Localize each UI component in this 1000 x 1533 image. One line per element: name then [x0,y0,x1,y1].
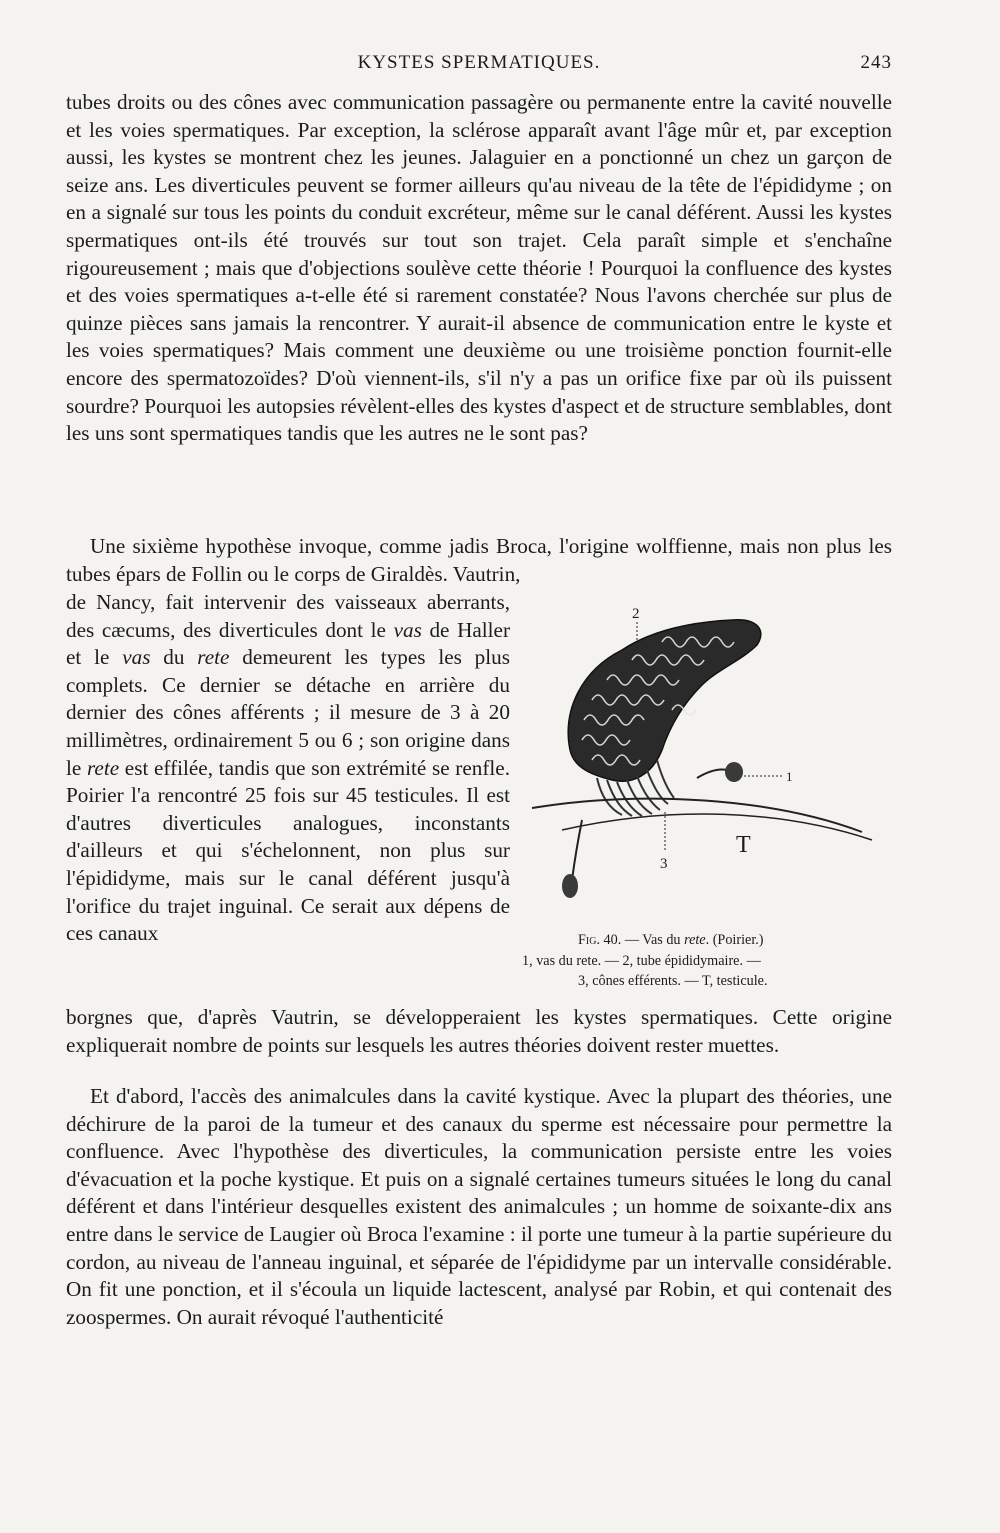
caption-italic: rete [684,932,706,948]
figure-caption [522,930,892,992]
running-head [66,52,892,82]
anatomical-figure [522,600,900,930]
caption-line-3: 3, cônes efférents. — T, testicule. [578,973,768,989]
running-title: KYSTES SPERMATIQUES. [357,52,601,73]
caption-text: — Vas du [621,932,685,948]
label-two: 2 [632,606,640,622]
text-run: du [150,645,198,670]
italic-term: rete [197,645,230,670]
italic-term: vas [122,645,151,670]
paragraph-2-bottom: borgnes que, d'après Vautrin, se développeraient les kystes spermatiques. Cette origine expliquerait nombre de points sur lesquels les autres théories doivent rester muettes. [66,1005,892,1057]
paragraph-2-top: Une sixième hypothèse invoque, comme jadis Broca, l'origine wolffienne, mais non plus les tubes épars de Follin ou le corps de Giraldès. Vautrin, [66,534,892,586]
label-three: 3 [660,856,668,872]
text-run: de Haller et le [66,617,511,670]
paragraph-3: Et d'abord, l'accès des animalcules dans la cavité kystique. Avec la plupart des théories, une déchirure de la paroi de la tumeur et des canaux du sperme est nécessaire pour permettre la confluence. Avec l'hypothèse des diverticules, la communication persiste entre les voies d'évacuation et la poche kystique. Et puis on a signalé certaines tumeurs situées le long du canal déférent et dans l'intérieur desquelles existent des animalcules ; un homme de soixante-dix ans entre dans le service de Laugier où Broca l'examine : il porte une tumeur à la partie supérieure du cordon, au niveau de l'anneau inguinal, et séparée de l'épididyme par un intervalle considérable. On fit une ponction, et il s'écoula un liquide lactescent, analysé par Robin, et qui contenait des zoospermes. On aurait révoqué l'authenticité [66,1084,892,1329]
label-one: 1 [786,769,793,784]
text-run: demeurent les types les plus complets. Ce dernier se détache en arrière du dernier des cônes afférents ; il mesure de 3 à 20 millimètres, ordinairement 5 ou 6 ; son origine dans le [66,645,510,780]
caption-line-2: 1, vas du rete. — 2, tube épididymaire. — [522,952,761,969]
paragraph-1: tubes droits ou des cônes avec communication passagère ou permanente entre la cavité nouvelle et les voies spermatiques. Par exception, la sclérose apparaît avant l'âge mûr et, par exception aussi, les kystes se montrent chez les jeunes. Jalaguier en a ponctionné un chez un garçon de seize ans. Les diverticules peuvent se former ailleurs qu'au niveau de la tête de l'épididyme ; on en a signalé sur tous les points du conduit excréteur, même sur le canal déférent. Aussi les kystes spermatiques ont-ils été trouvés sur tout son trajet. Cela paraît simple et s'enchaîne rigoureusement ; mais que d'objections soulève cette théorie ! Pourquoi la confluence des kystes et des voies spermatiques a-t-elle été si rarement constatée? Nous l'avons cherchée sur plus de quinze pièces sans jamais la rencontrer. Y aurait-il absence de communication entre le kyste et les voies spermatiques? Mais comment une deuxième ou une troisième ponction fournit-elle encore des spermatozoïdes? D'où viennent-ils, s'il n'y a pas un orifice fixe par où ils puissent sourdre? Pourquoi les autopsies révèlent-elles des kystes d'aspect et de structure semblables, dont les uns sont spermatiques tandis que les autres ne le sont pas? [66,90,892,446]
italic-term: rete [86,755,120,780]
text-run: est effilée, tandis que son extrémité se renfle. Poirier l'a rencontré 25 fois sur 45 testicules. Il est d'autres diverticules analogues, inconstants d'ailleurs et qui s'échelonnent, non plus sur l'épididyme, mais sur le canal déférent jusqu'à l'orifice du trajet inguinal. Ce serait aux dépens de ces canaux [66,755,510,946]
caption-line-1 [522,930,892,951]
epididymis-illustration [522,600,900,930]
page-number: 243 [860,52,892,73]
caption-author: . (Poirier.) [705,932,764,948]
label-testicle: T [736,832,751,858]
italic-term: vas [393,617,422,642]
paragraph-2-wrapped [66,589,510,948]
text-run: de Nancy, fait intervenir des vaisseaux aberrants, des cæcums, des diverticules dont le [66,590,510,642]
caption-fig-number: Fig. 40. [578,932,622,948]
